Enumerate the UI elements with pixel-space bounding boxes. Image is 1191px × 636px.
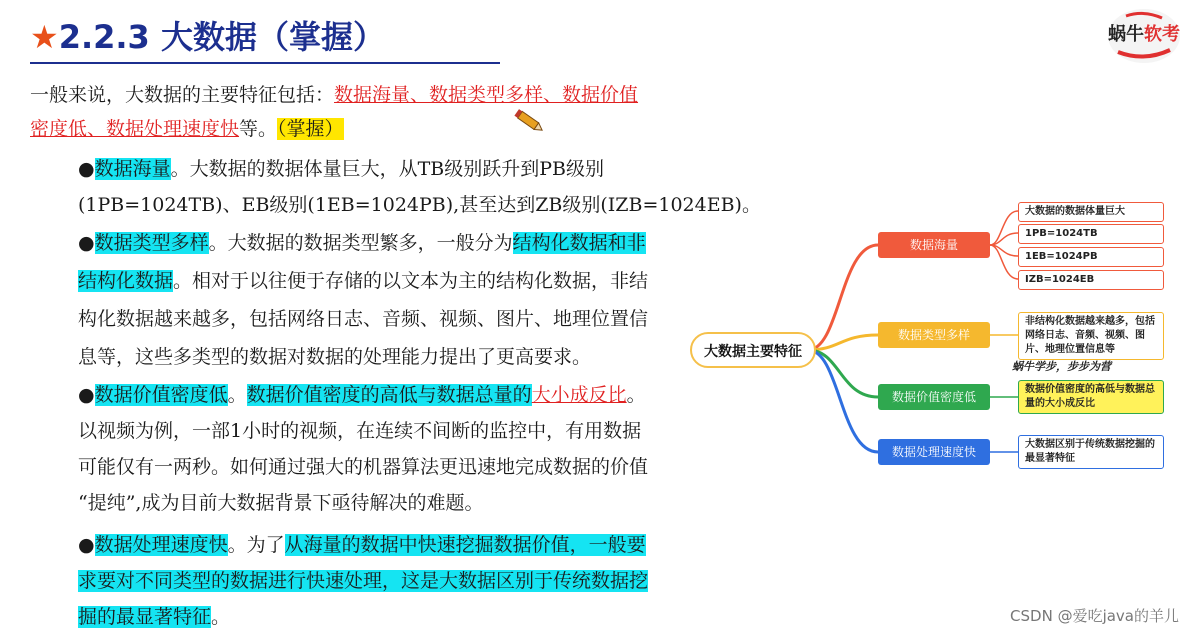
para4-line-3: 掘的最显著特征。 [78, 606, 231, 628]
logo-text: 蜗牛软考 [1108, 24, 1180, 45]
mindmap [690, 190, 1170, 480]
para4-line-1: ●数据处理速度快。为了从海量的数据中快速挖掘数据价值，一般要 [78, 534, 646, 556]
para3-line-2: 以视频为例，一部1小时的视频，在连续不间断的监控中，有用数据 [78, 420, 642, 442]
para2-line-4: 息等，这些多类型的数据对数据的处理能力提出了更高要求。 [78, 346, 592, 368]
logo [1104, 6, 1184, 66]
leaf-volume-1: 大数据的数据体量巨大 [1018, 202, 1164, 222]
para3-line-1: ●数据价值密度低。数据价值密度的高低与数据总量的大小成反比。 [78, 384, 646, 406]
leaf-volume-4: IZB=1024EB [1018, 270, 1164, 290]
para2-line-1: ●数据类型多样。大数据的数据类型繁多，一般分为结构化数据和非 [78, 232, 646, 254]
csdn-watermark: CSDN @爱吃java的羊儿 [1010, 607, 1179, 625]
leaf-variety: 非结构化数据越来越多，包括网络日志、音频、视频、图片、地理位置信息等 [1018, 312, 1164, 360]
leaf-volume-2: 1PB=1024TB [1018, 224, 1164, 244]
title-text: 2.2.3 大数据（掌握） [58, 18, 385, 56]
intro-line-2: 密度低、数据处理速度快等。（掌握） [30, 118, 344, 140]
page-title [30, 12, 385, 58]
intro-line-1: 一般来说，大数据的主要特征包括：数据海量、数据类型多样、数据价值 [30, 84, 639, 106]
leaf-value: 数据价值密度的高低与数据总量的大小成反比 [1018, 380, 1164, 414]
slogan: 蜗牛学步，步步为营 [1012, 360, 1111, 373]
para3-line-4: “提纯”,成为目前大数据背景下亟待解决的难题。 [78, 492, 484, 514]
master-tag: （掌握） [277, 118, 344, 140]
mindmap-root: 大数据主要特征 [690, 332, 816, 368]
para2-line-2: 结构化数据。相对于以往便于存储的以文本为主的结构化数据，非结 [78, 270, 649, 292]
para2-line-3: 构化数据越来越多，包括网络日志、音频、视频、图片、地理位置信 [78, 308, 649, 330]
branch-data-variety: 数据类型多样 [878, 322, 990, 348]
leaf-volume-3: 1EB=1024PB [1018, 247, 1164, 267]
para4-line-2: 求要对不同类型的数据进行快速处理，这是大数据区别于传统数据挖 [78, 570, 649, 592]
para1-line-1: ●数据海量。大数据的数据体量巨大，从TB级别跃升到PB级别 [78, 158, 604, 180]
leaf-velocity: 大数据区别于传统数据挖掘的最显著特征 [1018, 435, 1164, 469]
para3-line-3: 可能仅有一两秒。如何通过强大的机器算法更迅速地完成数据的价值 [78, 456, 649, 478]
para1-line-2: (1PB=1024TB)、EB级别(1EB=1024PB),甚至达到ZB级别(IZB=1024EB)。 [78, 194, 761, 216]
branch-data-value: 数据价值密度低 [878, 384, 990, 410]
branch-data-velocity: 数据处理速度快 [878, 439, 990, 465]
pencil-icon [512, 106, 546, 136]
branch-data-volume: 数据海量 [878, 232, 990, 258]
title-underline [30, 62, 500, 64]
star-icon: ★ [30, 18, 59, 56]
